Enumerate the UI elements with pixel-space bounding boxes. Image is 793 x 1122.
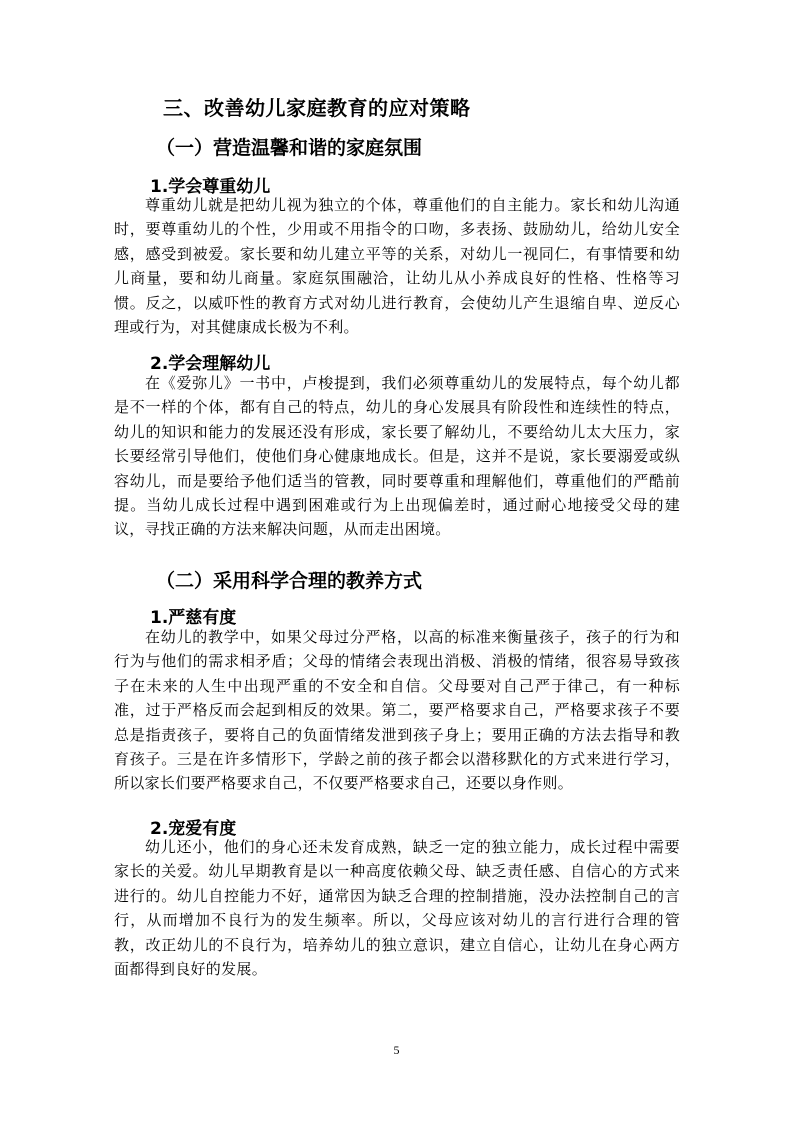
paragraph-strict: 在幼儿的教学中，如果父母过分严格，以高的标准来衡量孩子，孩子的行为和行为与他们的需求相矛盾；父母的情绪会表现出消极、消极的情绪，很容易导致孩子在未来的人生中出现严重的不安全和自信。父母要对自己严于律己，有一种标准，过于严格反而会起到相反的效果。第二，要严格要求自己，严格要求孩子不要总是指责孩子，要将自己的负面情绪发泄到孩子身上；要用正确的方法去指导和教育孩子。三是在许多情形下，学龄之前的孩子都会以潜移默化的方式来进行学习，所以家长们要严格要求自己，不仅要严格要求自己，还要以身作则。	[114, 628, 680, 793]
page-number: 5	[393, 1043, 400, 1057]
item-heading-love: 2.宠爱有度	[150, 819, 237, 839]
paragraph-love: 幼儿还小，他们的身心还未发育成熟，缺乏一定的独立能力，成长过程中需要家长的关爱。幼儿早期教育是以一种高度依赖父母、缺乏责任感、自信心的方式来进行的。幼儿自控能力不好，通常因为缺乏合理的控制措施，没办法控制自己的言行，从而增加不良行为的发生频率。所以，父母应该对幼儿的言行进行合理的管教，改正幼儿的不良行为，培养幼儿的独立意识，建立自信心，让幼儿在身心两方面都得到良好的发展。	[114, 838, 680, 979]
subsection-title-2: （二）采用科学合理的教养方式	[156, 570, 423, 592]
item-heading-understand: 2.学会理解幼儿	[150, 354, 271, 374]
item-heading-respect: 1.学会尊重幼儿	[150, 177, 271, 197]
section-title: 三、改善幼儿家庭教育的应对策略	[163, 96, 471, 120]
paragraph-understand: 在《爱弥儿》一书中，卢梭提到，我们必须尊重幼儿的发展特点，每个幼儿都是不一样的个体，都有自己的特点，幼儿的身心发展具有阶段性和连续性的特点，幼儿的知识和能力的发展还没有形成，家长要了解幼儿，不要给幼儿太大压力，家长要经常引导他们，使他们身心健康地成长。但是，这并不是说，家长要溺爱或纵容幼儿，而是要给予他们适当的管教，同时要尊重和理解他们，尊重他们的严酷前提。当幼儿成长过程中遇到困难或行为上出现偏差时，通过耐心地接受父母的建议，寻找正确的方法来解决问题，从而走出困境。	[114, 374, 680, 539]
subsection-title-1: （一）营造温馨和谐的家庭氛围	[156, 137, 423, 159]
item-heading-strict: 1.严慈有度	[150, 608, 237, 628]
paragraph-respect: 尊重幼儿就是把幼儿视为独立的个体，尊重他们的自主能力。家长和幼儿沟通时，要尊重幼儿的个性，少用或不用指令的口吻，多表扬、鼓励幼儿，给幼儿安全感，感受到被爱。家长要和幼儿建立平等的关系，对幼儿一视同仁，有事情要和幼儿商量，要和幼儿商量。家庭氛围融洽，让幼儿从小养成良好的性格、性格等习惯。反之，以威吓性的教育方式对幼儿进行教育，会使幼儿产生退缩自卑、逆反心理或行为，对其健康成长极为不利。	[114, 196, 680, 337]
